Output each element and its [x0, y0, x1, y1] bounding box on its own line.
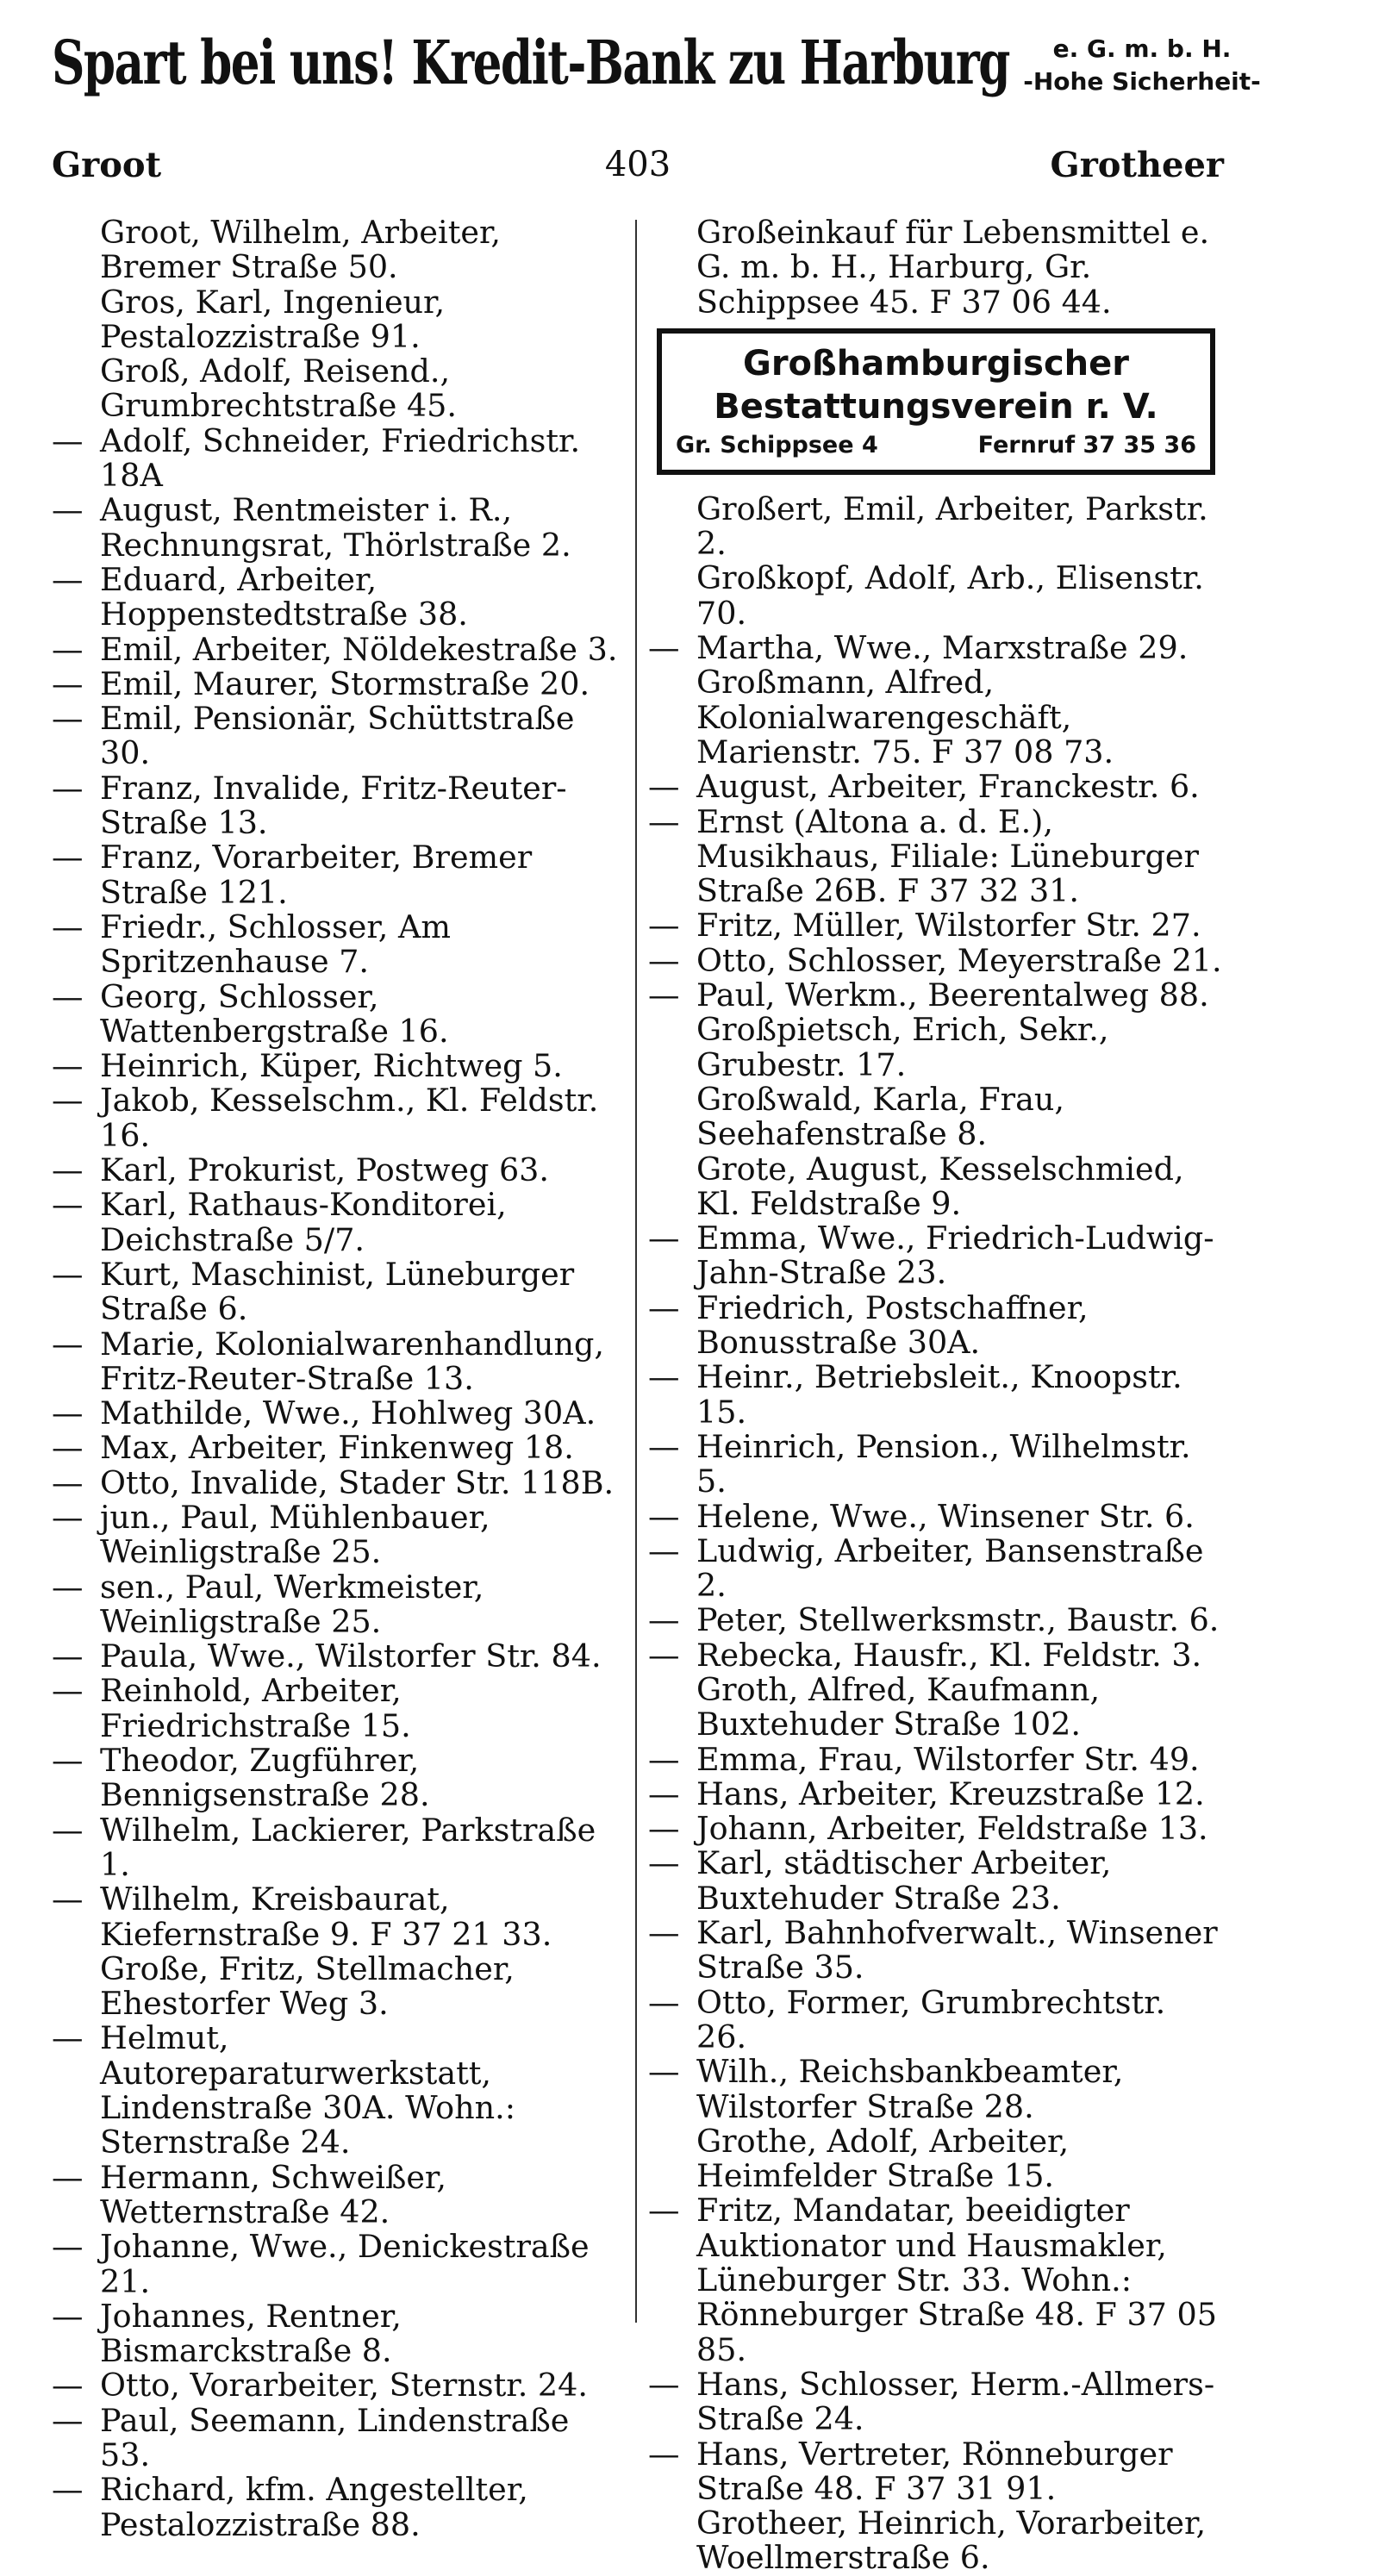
entry-dash: —	[52, 2401, 84, 2439]
directory-entry	[648, 1603, 1224, 1637]
entry-text: Karl, städtischer Arbeiter, Buxtehuder Straße 23.	[696, 1844, 1112, 1917]
entry-dash: —	[52, 2471, 84, 2509]
entry-dash: —	[52, 1498, 84, 1536]
directory-entry	[648, 1740, 1224, 1778]
banner-legal-form	[1008, 33, 1276, 98]
directory-entry	[648, 1013, 1224, 1082]
entry-text: Mathilde, Wwe., Hohlweg 30A.	[100, 1394, 596, 1432]
directory-entry	[52, 1083, 621, 1153]
directory-entry	[648, 1221, 1224, 1291]
directory-entry	[52, 702, 621, 771]
entry-dash: —	[648, 1636, 680, 1674]
entry-text: Fritz, Mandatar, beeidigter Auktionator und Hausmakler, Lüneburger Str. 33. Wohn.: Rönneburger Straße 48. F 37 05 85.	[696, 2192, 1217, 2368]
directory-entry	[648, 941, 1224, 979]
directory-entry	[52, 771, 621, 841]
directory-entry	[52, 840, 621, 910]
entry-text: Wilhelm, Lackierer, Parkstraße 1.	[100, 1811, 596, 1883]
entry-dash: —	[648, 1983, 680, 2021]
entry-text: Karl, Rathaus-Konditorei, Deichstraße 5/7.	[100, 1186, 507, 1258]
entry-dash: —	[52, 1568, 84, 1606]
directory-entry	[648, 215, 1224, 320]
directory-entry	[52, 1639, 621, 1674]
entry-dash: —	[52, 700, 84, 738]
directory-entry	[52, 215, 621, 285]
entry-text: Emma, Frau, Wilstorfer Str. 49.	[696, 1740, 1200, 1778]
directory-entry	[52, 1882, 621, 1952]
directory-entry	[648, 1916, 1224, 1986]
entry-dash: —	[52, 1672, 84, 1710]
directory-entry	[52, 1743, 621, 1813]
directory-entry	[52, 977, 621, 1050]
entry-dash: —	[648, 2192, 680, 2230]
directory-entry	[648, 1360, 1224, 1430]
directory-entry	[648, 561, 1224, 631]
advertising-banner	[52, 26, 1345, 138]
directory-entry	[52, 285, 621, 355]
ad-subtitle: Bestattungsverein r. V.	[714, 386, 1158, 427]
entry-text: Otto, Invalide, Stader Str. 118B.	[100, 1463, 615, 1501]
entry-text: Johanne, Wwe., Denickestraße 21.	[100, 2228, 590, 2300]
right-column-top	[648, 215, 1224, 320]
entry-text: Peter, Stellwerksmstr., Baustr. 6.	[696, 1601, 1220, 1639]
right-column-entries	[648, 492, 1224, 2576]
entry-text: Große, Fritz, Stellmacher, Ehestorfer Weg 3.	[100, 1949, 515, 2023]
entry-dash: —	[52, 1186, 84, 1224]
directory-entry	[648, 2124, 1224, 2194]
entry-dash: —	[52, 560, 84, 598]
directory-entry	[52, 354, 621, 424]
entry-text: Otto, Former, Grumbrechtstr. 26.	[696, 1983, 1166, 2055]
header-first-entry: Groot	[52, 145, 162, 185]
directory-entry	[648, 2193, 1224, 2367]
entry-text: Helene, Wwe., Winsener Str. 6.	[696, 1497, 1195, 1535]
entry-text: Hans, Arbeiter, Kreuzstraße 12.	[696, 1775, 1205, 1812]
entry-dash: —	[52, 1047, 84, 1085]
entry-dash: —	[52, 1082, 84, 1120]
entry-text: Emma, Wwe., Friedrich-Ludwig-Jahn-Straße 23.	[696, 1219, 1214, 1292]
entry-dash: —	[52, 908, 84, 945]
entry-text: Ludwig, Arbeiter, Bansenstraße 2.	[696, 1531, 1204, 1605]
entry-text: Johannes, Rentner, Bismarckstraße 8.	[100, 2297, 402, 2370]
entry-dash: —	[648, 802, 680, 840]
entry-text: Franz, Vorarbeiter, Bremer Straße 121.	[100, 839, 533, 911]
entry-text: Hans, Schlosser, Herm.-Allmers-Straße 24.	[696, 2365, 1215, 2438]
directory-entry	[648, 2506, 1224, 2576]
column-divider	[635, 220, 637, 2323]
entry-dash: —	[52, 1325, 84, 1363]
entry-text: Johann, Arbeiter, Feldstraße 13.	[696, 1810, 1208, 1848]
entry-text: Ernst (Altona a. d. E.), Musikhaus, Filiale: Lüneburger Straße 26B. F 37 32 31.	[696, 802, 1199, 910]
directory-entry	[648, 908, 1224, 943]
entry-dash: —	[52, 1151, 84, 1189]
directory-entry	[52, 1153, 621, 1188]
entry-text: Emil, Pensionär, Schüttstraße 30.	[100, 700, 575, 772]
entry-text: Rebecka, Hausfr., Kl. Feldstr. 3.	[696, 1636, 1202, 1674]
entry-dash: —	[52, 2019, 84, 2057]
directory-entry	[52, 1949, 621, 2023]
directory-entry	[648, 802, 1224, 910]
entry-dash: —	[52, 2367, 84, 2404]
entry-dash: —	[52, 1463, 84, 1501]
entry-dash: —	[648, 629, 680, 667]
directory-entry	[648, 978, 1224, 1013]
entry-text: Hans, Vertreter, Rönneburger Straße 48. F 37 31 91.	[696, 2435, 1173, 2507]
entry-text: August, Arbeiter, Franckestr. 6.	[696, 768, 1200, 806]
entry-dash: —	[648, 1740, 680, 1778]
directory-entry	[648, 1497, 1224, 1535]
entry-text: Gros, Karl, Ingenieur, Pestalozzistraße 91.	[100, 283, 446, 355]
entry-dash: —	[52, 630, 84, 668]
directory-entry	[52, 2299, 621, 2369]
entry-dash: —	[52, 2297, 84, 2335]
entry-text: Großwald, Karla, Frau, Seehafenstraße 8.	[696, 1080, 1064, 1153]
entry-dash: —	[52, 1881, 84, 1918]
directory-entry	[52, 2230, 621, 2299]
entry-dash: —	[52, 839, 84, 876]
entry-dash: —	[648, 1288, 680, 1326]
directory-entry	[52, 1327, 621, 1397]
entry-dash: —	[648, 1914, 680, 1952]
entry-dash: —	[648, 1601, 680, 1639]
directory-entry	[52, 1396, 621, 1431]
entry-text: Marie, Kolonialwarenhandlung, Fritz-Reuter-Straße 13.	[100, 1325, 604, 1397]
entry-text: jun., Paul, Mühlenbauer, Weinligstraße 25.	[100, 1498, 490, 1571]
entry-dash: —	[648, 2435, 680, 2473]
directory-entry	[648, 631, 1224, 665]
entry-dash: —	[52, 2158, 84, 2196]
entry-dash: —	[648, 1810, 680, 1848]
directory-entry	[52, 2021, 621, 2160]
entry-dash: —	[52, 2228, 84, 2266]
entry-dash: —	[52, 1255, 84, 1293]
ad-title: Großhamburgischer	[743, 343, 1129, 384]
entry-dash: —	[52, 1637, 84, 1675]
directory-entry	[52, 1570, 621, 1640]
directory-entry	[52, 2473, 621, 2542]
entry-text: Groth, Alfred, Kaufmann, Buxtehuder Straße 102.	[696, 1670, 1101, 1743]
entry-text: Grotheer, Heinrich, Vorarbeiter, Woellmerstraße 6.	[696, 2504, 1207, 2576]
entry-text: Theodor, Zugführer, Bennigsenstraße 28.	[100, 1742, 430, 1814]
entry-text: Hermann, Schweißer, Wetternstraße 42.	[100, 2158, 446, 2230]
directory-entry	[52, 493, 621, 563]
entry-text: Richard, kfm. Angestellter, Pestalozzistraße 88.	[100, 2471, 528, 2543]
directory-entry	[52, 664, 621, 702]
entry-dash: —	[648, 907, 680, 945]
entry-text: Martha, Wwe., Marxstraße 29.	[696, 629, 1189, 667]
directory-entry	[648, 1427, 1224, 1500]
entry-dash: —	[648, 1358, 680, 1396]
ad-address: Gr. Schippsee 4	[676, 431, 878, 458]
entry-text: Großmann, Alfred, Kolonialwarengeschäft, Marienstr. 75. F 37 08 73.	[696, 664, 1114, 770]
right-column	[648, 214, 1224, 2576]
entry-dash: —	[52, 1742, 84, 1780]
entry-dash: —	[52, 421, 84, 459]
directory-entry	[52, 1049, 621, 1083]
directory-entry	[648, 1531, 1224, 1605]
entry-text: Heinr., Betriebsleit., Knoopstr. 15.	[696, 1358, 1182, 1431]
banner-company-type: e. G. m. b. H.	[1052, 34, 1232, 63]
entry-text: Großeinkauf für Lebensmittel e. G. m. b. H., Harburg, Gr. Schippsee 45. F 37 06 44.	[696, 214, 1210, 321]
entry-text: Friedrich, Postschaffner, Bonusstraße 30A.	[696, 1288, 1089, 1362]
entry-dash: —	[648, 976, 680, 1014]
directory-entry	[52, 630, 621, 668]
directory-entry	[648, 1082, 1224, 1152]
entry-dash: —	[648, 1427, 680, 1465]
entry-text: Paul, Werkm., Beerentalweg 88.	[696, 976, 1209, 1014]
entry-text: Grothe, Adolf, Arbeiter, Heimfelder Straße 15.	[696, 2122, 1070, 2195]
directory-entry	[648, 770, 1224, 804]
entry-text: Großert, Emil, Arbeiter, Parkstr. 2.	[696, 490, 1208, 563]
entry-dash: —	[52, 1811, 84, 1849]
entry-text: Groß, Adolf, Reisend., Grumbrechtstraße 45.	[100, 352, 457, 425]
entry-text: Wilhelm, Kreisbaurat, Kiefernstraße 9. F 37 21 33.	[100, 1881, 552, 1953]
directory-entry	[52, 2158, 621, 2230]
entry-dash: —	[648, 941, 680, 979]
directory-entry	[648, 2055, 1224, 2124]
entry-text: Reinhold, Arbeiter, Friedrichstraße 15.	[100, 1672, 411, 1744]
entry-text: Otto, Schlosser, Meyerstraße 21.	[696, 941, 1222, 979]
directory-entry	[52, 2368, 621, 2403]
entry-text: Großpietsch, Erich, Sekr., Grubestr. 17.	[696, 1011, 1109, 1083]
entry-text: Heinrich, Pension., Wilhelmstr. 5.	[696, 1427, 1191, 1500]
entry-text: Kurt, Maschinist, Lüneburger Straße 6.	[100, 1255, 575, 1328]
entry-text: Friedr., Schlosser, Am Spritzenhause 7.	[100, 908, 451, 981]
entry-text: Groot, Wilhelm, Arbeiter, Bremer Straße 50.	[100, 214, 502, 286]
banner-slogan: Spart bei uns! Kredit-Bank zu Harburg	[52, 27, 1009, 98]
directory-entry	[648, 2437, 1224, 2507]
entry-dash: —	[648, 1775, 680, 1812]
entry-dash: —	[648, 1531, 680, 1569]
entry-text: Franz, Invalide, Fritz-Reuter-Straße 13.	[100, 769, 567, 842]
directory-entry	[648, 1638, 1224, 1673]
entry-text: Grote, August, Kesselschmied, Kl. Feldstraße 9.	[696, 1150, 1184, 1222]
funeral-society-ad	[657, 328, 1215, 475]
entry-text: Großkopf, Adolf, Arb., Elisenstr. 70.	[696, 559, 1204, 632]
entry-dash: —	[52, 1429, 84, 1467]
entry-text: Heinrich, Küper, Richtweg 5.	[100, 1047, 563, 1085]
entry-text: Jakob, Kesselschm., Kl. Feldstr. 16.	[100, 1082, 599, 1154]
directory-entry	[52, 1257, 621, 1327]
entry-text: August, Rentmeister i. R., Rechnungsrat, Thörlstraße 2.	[100, 491, 571, 564]
banner-tagline: -Hohe Sicherheit-	[1023, 66, 1261, 96]
entry-text: sen., Paul, Werkmeister, Weinligstraße 25.	[100, 1568, 484, 1640]
entry-dash: —	[648, 1219, 680, 1257]
entry-text: Adolf, Schneider, Friedrichstr. 18A	[100, 421, 581, 495]
entry-text: Paul, Seemann, Lindenstraße 53.	[100, 2401, 570, 2473]
directory-entry	[648, 1152, 1224, 1222]
directory-entry	[648, 665, 1224, 770]
entry-dash: —	[52, 769, 84, 807]
entry-text: Karl, Bahnhofverwalt., Winsener Straße 35.	[696, 1914, 1218, 1987]
entry-text: Fritz, Müller, Wilstorfer Str. 27.	[696, 907, 1201, 945]
directory-entry	[52, 1431, 621, 1465]
entry-dash: —	[648, 768, 680, 806]
entry-text: Wilh., Reichsbankbeamter, Wilstorfer Straße 28.	[696, 2053, 1124, 2125]
entry-dash: —	[52, 1394, 84, 1432]
directory-entry	[52, 1674, 621, 1743]
directory-entry	[52, 421, 621, 495]
directory-entry	[52, 2401, 621, 2473]
directory-entry	[648, 1812, 1224, 1846]
directory-entry	[52, 1813, 621, 1883]
entry-text: Emil, Arbeiter, Nöldekestraße 3.	[100, 630, 618, 668]
entry-text: Otto, Vorarbeiter, Sternstr. 24.	[100, 2367, 588, 2404]
entry-text: Paula, Wwe., Wilstorfer Str. 84.	[100, 1637, 602, 1675]
entry-text: Georg, Schlosser, Wattenbergstraße 16.	[100, 977, 449, 1050]
directory-entry	[52, 910, 621, 980]
entry-text: Emil, Maurer, Stormstraße 20.	[100, 664, 590, 702]
entry-text: Karl, Prokurist, Postweg 63.	[100, 1151, 549, 1189]
header-last-entry: Grotheer	[1050, 145, 1224, 185]
directory-entry	[648, 492, 1224, 562]
directory-entry	[52, 1463, 621, 1501]
entry-dash: —	[648, 2365, 680, 2403]
directory-entry	[52, 1188, 621, 1257]
directory-entry	[648, 1846, 1224, 1916]
ad-contact	[671, 428, 1201, 463]
entry-text: Eduard, Arbeiter, Hoppenstedtstraße 38.	[100, 560, 468, 633]
left-column	[52, 214, 621, 2543]
directory-entry	[648, 2367, 1224, 2437]
directory-entry	[52, 1500, 621, 1570]
entry-dash: —	[648, 2053, 680, 2091]
entry-dash: —	[52, 491, 84, 529]
entry-dash: —	[52, 977, 84, 1015]
entry-text: Helmut, Autoreparaturwerkstatt, Lindenstraße 30A. Wohn.: Sternstraße 24.	[100, 2019, 516, 2161]
ad-phone: Fernruf 37 35 36	[977, 431, 1196, 458]
directory-entry	[648, 1777, 1224, 1812]
directory-entry	[648, 1670, 1224, 1743]
directory-entry	[648, 1288, 1224, 1362]
running-header	[52, 145, 1224, 195]
directory-entry	[648, 1983, 1224, 2055]
entry-dash: —	[648, 1497, 680, 1535]
page-number: 403	[604, 145, 671, 184]
entry-text: Max, Arbeiter, Finkenweg 18.	[100, 1429, 574, 1467]
entry-dash: —	[52, 664, 84, 702]
entry-dash: —	[648, 1844, 680, 1882]
directory-entry	[52, 560, 621, 633]
